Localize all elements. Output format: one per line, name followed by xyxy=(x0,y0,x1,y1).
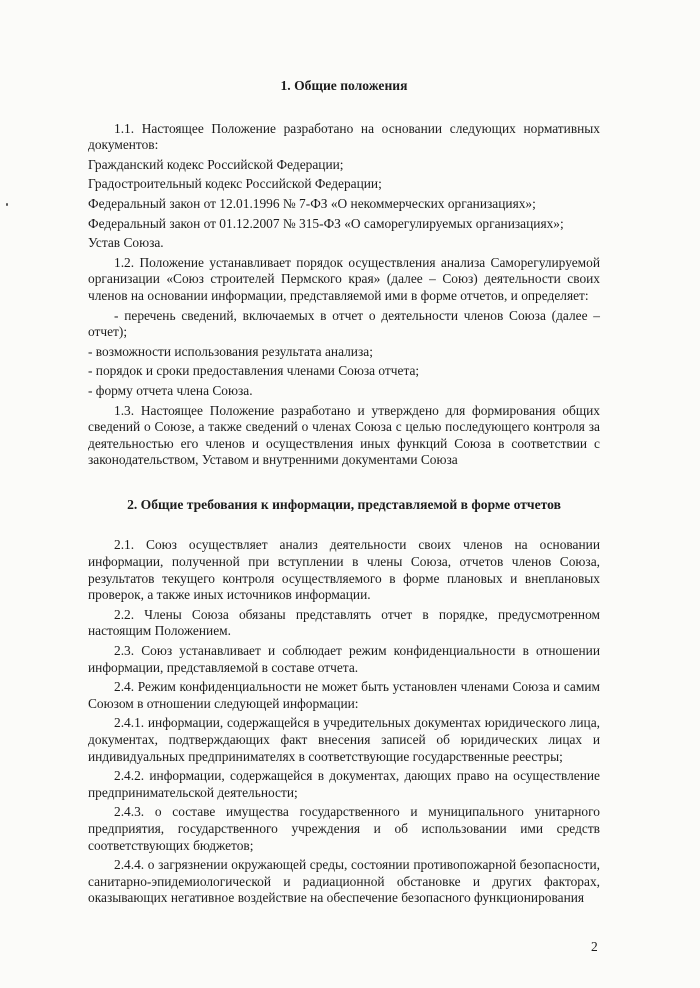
paragraph-1-1: 1.1. Настоящее Положение разработано на основании следующих нормативных документов: xyxy=(88,120,600,153)
page-number: 2 xyxy=(591,939,598,954)
paragraph-2-3: 2.3. Союз устанавливает и соблюдает режим конфиденциальности в отношении информации, представляемой в составе отчета. xyxy=(88,643,600,675)
list-item: - порядок и сроки предоставления членами Союза отчета; xyxy=(88,363,420,379)
paragraph-1-2: 1.2. Положение устанавливает порядок осуществления анализа Саморегулируемой организации «Союз строителей Пермского края» (далее – Союз) деятельности своих членов на основании информации, представляемой ими в форме отчетов, и определяет: xyxy=(88,254,600,303)
doc-item: Федеральный закон от 12.01.1996 № 7-ФЗ «О некоммерческих организациях»; xyxy=(88,195,536,211)
list-item: - перечень сведений, включаемых в отчет о деятельности членов Союза (далее – отчет); xyxy=(88,307,600,340)
doc-item: Градостроительный кодекс Российской Федерации; xyxy=(88,176,382,192)
paragraph-2-2: 2.2. Члены Союза обязаны представлять отчет в порядке, предусмотренном настоящим Положением. xyxy=(88,606,600,639)
paragraph-1-3: 1.3. Настоящее Положение разработано и утверждено для формирования общих сведений о Союзе, а также сведений о членах Союза с целью последующего контроля за деятельностью его членов и осуществления иных функций Союза в соответствии с законодательством, Уставом и внутренними документами Союза xyxy=(88,402,600,468)
page-content xyxy=(88,78,600,910)
paragraph-2-1: 2.1. Союз осуществляет анализ деятельности своих членов на основании информации, полученной при вступлении в члены Союза, отчетов членов Союза, результатов текущего контроля осуществляемого в форме плановых и внеплановых проверок, а также иных источников информации. xyxy=(88,537,600,603)
paragraph-2-4-2: 2.4.2. информации, содержащейся в документах, дающих право на осуществление предпринимательской деятельности; xyxy=(88,768,600,800)
section-2-heading: 2. Общие требования к информации, представляемой в форме отчетов xyxy=(127,496,561,512)
paragraph-2-4: 2.4. Режим конфиденциальности не может быть установлен членами Союза и самим Союзом в отношении следующей информации: xyxy=(88,679,600,711)
list-item: - возможности использования результата анализа; xyxy=(88,343,373,359)
paragraph-2-4-3: 2.4.3. о составе имущества государственного и муниципального унитарного предприятия, государственного учреждения и об использовании ими средств соответствующих бюджетов; xyxy=(88,804,600,853)
scan-speck xyxy=(6,203,8,206)
doc-item: Устав Союза. xyxy=(88,235,164,251)
paragraph-2-4-4: 2.4.4. о загрязнении окружающей среды, состоянии противопожарной безопасности, санитарно-эпидемиологической и радиационной обстановке и других факторах, оказывающих негативное воздействие на обеспечение безопасного функционирования xyxy=(88,857,600,906)
doc-item: Федеральный закон от 01.12.2007 № 315-ФЗ «О саморегулируемых организациях»; xyxy=(88,215,564,231)
doc-item: Гражданский кодекс Российской Федерации; xyxy=(88,156,344,172)
paragraph-2-4-1: 2.4.1. информации, содержащейся в учредительных документах юридического лица, документах, подтверждающих факт внесения записей об юридических лицах и индивидуальных предпринимателях в соответствующие государственные реестры; xyxy=(88,715,600,764)
section-1-heading: 1. Общие положения xyxy=(280,78,408,93)
list-item: - форму отчета члена Союза. xyxy=(88,382,253,398)
